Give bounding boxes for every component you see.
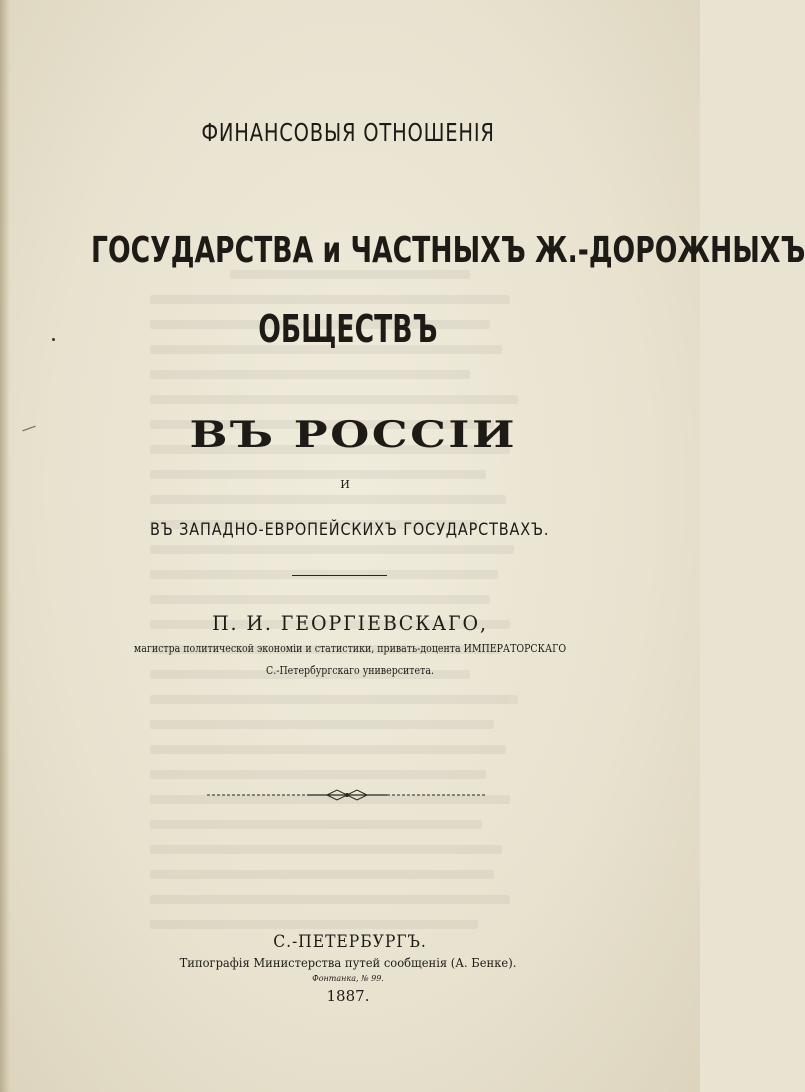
- imprint-address: Фонтанка, № 99.: [312, 974, 384, 983]
- divider-rule: [292, 575, 387, 576]
- title-line-5: ВЪ ЗАПАДНО-ЕВРОПЕЙСКИХЪ ГОСУДАРСТВАХЪ.: [150, 520, 550, 540]
- author-description-2: С.-Петербургскаго университета.: [266, 663, 434, 677]
- page-edge-shadow: [0, 0, 10, 1092]
- imprint-printer: Типографія Министерства путей сообщенія (А. Бенке).: [179, 955, 517, 970]
- ornamental-rule: [207, 787, 487, 803]
- ink-speck: [52, 338, 55, 341]
- conjunction: И: [340, 478, 350, 491]
- title-line-3: ОБЩЕСТВЪ: [258, 307, 438, 351]
- imprint-city: С.-ПЕТЕРБУРГЪ.: [273, 932, 427, 952]
- title-line-4: ВЪ РОССІИ: [189, 414, 517, 456]
- title-line-2: ГОСУДАРСТВА и ЧАСТНЫХЪ Ж.-ДОРОЖНЫХЪ: [91, 230, 805, 271]
- title-line-1: ФИНАНСОВЫЯ ОТНОШЕНІЯ: [201, 118, 495, 147]
- imprint-year: 1887.: [326, 987, 370, 1005]
- author-description-1: магистра политической экономіи и статистики, привать-доцента ИМПЕРАТОРСКАГО: [133, 641, 567, 655]
- author-name: П. И. ГЕОРГІЕВСКАГО,: [212, 611, 488, 635]
